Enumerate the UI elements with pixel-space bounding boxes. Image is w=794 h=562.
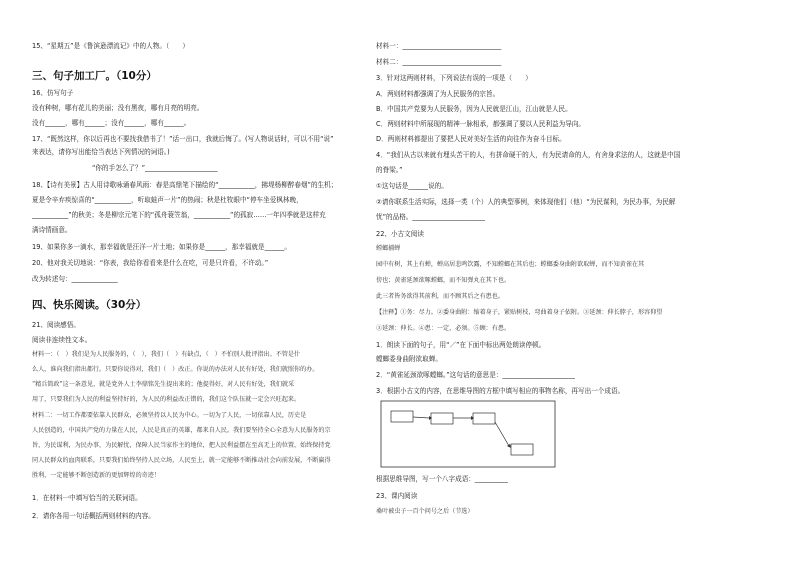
question-17-line2: 来表达，请你写出能恰当表达下列情况的词语。) [32, 148, 170, 156]
diagram-arrow-1 [413, 417, 429, 418]
section-4-title: 四、快乐阅读。（30分） [32, 299, 147, 311]
question-4-1: ①这句话是______说的。 [376, 182, 448, 190]
question-17: 17、“既然这样，你以后再也不要找我借书了！”话一出口，我就后悔了。(写人物说话时，可以不用“说” [32, 135, 334, 143]
question-22-1: 1．朗读下面的句子，用“／”在下面中标出两处朗读停顿。 [376, 341, 546, 349]
question-18-line2: 夏是令辛弃疾惊喜的“___________，听取蛙声一片”的热闹；秋是杜牧眼中“停车坐爱枫林晚， [32, 196, 303, 204]
material-1-answer: 材料一：______________________________ [376, 42, 502, 50]
question-20-line2: 改为转述句：______________ [32, 275, 118, 283]
question-17-line3: “你的手怎么了？”______________________ [92, 164, 218, 172]
option-b: B．中国共产党要为人民服务，因为人民就是江山，江山就是人民。 [376, 105, 572, 113]
material-1-line4: 用了，只要我们为人民的利益坚持好的，为人民的利益改正错的，我们这个队伍就一定会兴旺起来。 [32, 396, 301, 403]
question-22-1-sentence: 螳螂委身曲附欲取蝉。 [376, 355, 442, 363]
material-2-line4: 同人民群众的血肉联系，只要我们始终坚持人民立场，人民至上，就一定能够不断推动社会向前发展，不断赢得 [32, 457, 331, 464]
question-16: 16、仿写句子 [32, 89, 74, 97]
diagram-box-1 [391, 411, 413, 422]
diagram-box-4 [511, 444, 533, 455]
option-a: A．两则材料都强调了为人民服务的宗旨。 [376, 90, 500, 98]
section-3-title: 三、句子加工厂。（10分） [32, 70, 157, 82]
question-21-sub: 阅读非连续性文本。 [32, 336, 92, 344]
question-15: 15、“星期五”是《鲁滨逊漂流记》中的人物。（ ） [32, 42, 189, 50]
diagram-box-2 [431, 413, 453, 424]
question-16-example: 没有种树，哪有花儿的美丽；没有黑夜，哪有月亮的明亮。 [32, 104, 204, 112]
question-19: 19、如果你多一滴水，那幸福就是汪洋一片土地；如果你是______，那幸福就是______。 [32, 243, 291, 251]
material-2-answer: 材料二：______________________________ [376, 58, 502, 66]
question-4-line2: 的脊梁。” [376, 166, 403, 174]
notes-line2: ③延颈：伸长。④患：一定，必须。⑤顾：有患。 [376, 325, 511, 332]
diagram-arrow-3 [495, 422, 509, 446]
question-21: 21、阅读感悟。 [32, 321, 80, 329]
question-22-2: 2．“黄雀延颈欲啄螳螂。”这句话的意思是：______________________ [376, 371, 575, 379]
question-21-1: 1．在材料一中填写恰当的关联词语。 [32, 494, 142, 502]
question-18: 18、【诗有美景】古人用诗歌咏诵春风雨：春是高鼎笔下描绘的“___________，拂堤杨柳醉春烟”的生机； [32, 181, 338, 189]
material-2-line1: 材料二：一切工作都要依靠人民群众，必须坚持以人民为中心。一切为了人民，一切依靠人民，历史是 [32, 412, 307, 419]
mind-map-diagram [380, 400, 560, 470]
classical-line1: 园中有树，其上有蝉，蝉高居悲鸣饮露，不知螳螂在其后也；螳螂委身曲附欲取蝉，而不知黄雀在其 [376, 261, 645, 268]
question-16-blank: 没有______，哪有______；没有______，哪有______。 [32, 119, 191, 127]
question-18-line4: 满诗情画意。 [32, 226, 72, 234]
question-23: 23、课内阅读 [376, 492, 418, 500]
question-3: 3．针对这两则材料，下列说法有误的一项是（ ） [376, 74, 532, 82]
material-1-line2: 么人，谁向我们指出都行。只要你说得对，我们（ ）改正。你说的办法对人民有好处，我们就照你的办。 [32, 366, 319, 373]
question-22-3-answer: 根据思维导图，写一个八字成语：__________ [376, 475, 508, 483]
diagram-box-3 [473, 413, 495, 424]
material-1-line1: 材料一：（ ）我们是为人民服务的，（ ），我们（ ）有缺点，（ ）不怕别人批评指出。不管是什 [32, 351, 301, 358]
question-4-2: ②请你联系生活实际，选择一类（个）人的典型事例，来体现他们（他）“为民谋利，为民办事，为民解 [376, 198, 676, 206]
classical-line2: 傍也；黄雀延颈欲啄螳螂，而不知弹丸在其下也。 [376, 277, 511, 284]
question-4-2-line2: 忧”的品格。______________________ [376, 213, 485, 221]
material-2-line5: 胜利，一定能够不断创造新的更加辉煌的奇迹！ [32, 472, 160, 479]
question-18-line3: ___________”的秋美；冬是柳宗元笔下的“孤舟蓑笠翁，___________”的孤寂……一年四季就是这样充 [32, 211, 326, 219]
question-22: 22、小古文阅读 [376, 230, 424, 238]
question-20: 20、他对我关切地说：“你表，我给你看看来是什么在吃，可是只许看，不许动。” [32, 259, 269, 267]
material-2-line3: 旨，为民谋利，为民办事，为民解忧，保障人民当家作主的地位，把人民利益摆在至高无上的位置，始终保持党 [32, 442, 331, 449]
option-d: D．两则材料都提出了要把人民对美好生活的向往作为奋斗目标。 [376, 135, 566, 143]
option-c: C．两则材料中所展现的精神一脉相承，都强调了要以人民利益为导向。 [376, 120, 586, 128]
question-4: 4．“我们从古以来就有埋头苦干的人，有拼命硬干的人，有为民请命的人，有舍身求法的人，这就是中国 [376, 151, 681, 159]
material-1-line3: “精兵简政”这一条意见，就是党外人士李鼎铭先生提出来的；他提得好，对人民有好处，我们就采 [32, 381, 295, 388]
right-column [376, 0, 794, 562]
diagram-arrowhead-3 [507, 444, 511, 448]
question-23-sub: 桑叶被虫子一百个问号之后（节选） [376, 508, 474, 515]
notes-line1: 【注释】①务：尽力。②委身曲附：缩着身子，紧贴树枝，弯曲着身子依附。③延颈：伸长脖子，形容仰望 [376, 309, 663, 316]
question-22-3: 3．根据小古文的内容，在思维导图的方框中填写相应的事物名称，再写出一个成语。 [376, 387, 625, 395]
classical-line3: 此三者皆务欲得其前利，而不顾其后之有患也。 [376, 293, 504, 300]
classical-title: 螳螂捕蝉 [376, 245, 401, 252]
material-2-line2: 人民创造的，中国共产党的力量在人民，人民是真正的英雄，都来自人民。我们要坚持全心全意为人民服务的宗 [32, 427, 331, 434]
question-21-2: 2．请你各用一句话概括两则材料的内容。 [32, 512, 155, 520]
